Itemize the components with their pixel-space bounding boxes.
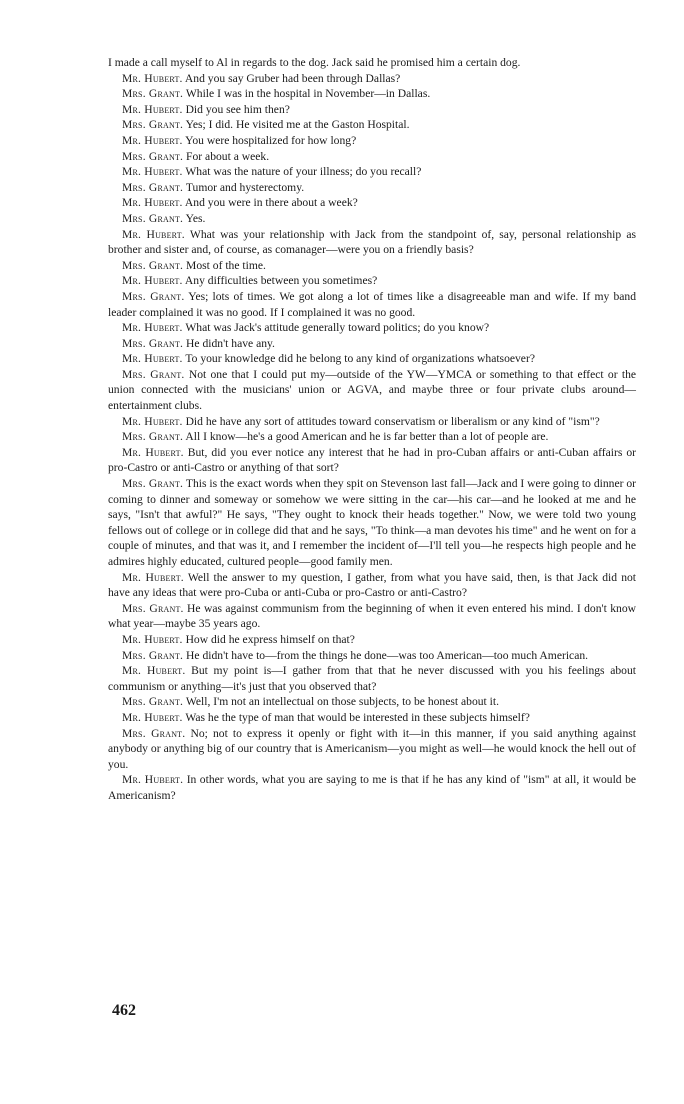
transcript-paragraph xyxy=(108,632,636,648)
speaker-label: Mrs. Grant. xyxy=(122,601,184,615)
transcript-paragraph xyxy=(108,414,636,430)
paragraph-text: And you say Gruber had been through Dallas? xyxy=(184,71,401,85)
transcript-paragraph xyxy=(108,133,636,149)
transcript-paragraph xyxy=(108,601,636,632)
speaker-label: Mr. Hubert. xyxy=(122,352,183,366)
paragraph-text: Most of the time. xyxy=(186,258,266,272)
speaker-label: Mrs. Grant. xyxy=(122,118,184,132)
transcript-paragraph xyxy=(108,367,636,414)
paragraph-text: Not one that I could put my—outside of the YW—YMCA or something to that effect or the union connected with the musicians' union or AGVA, and maybe three or four private clubs around—entertainment clubs. xyxy=(108,367,637,413)
transcript-paragraph xyxy=(108,663,636,694)
paragraph-text: This is the exact words when they spit on Stevenson last fall—Jack and I were going to dinner or coming to dinner and someway or somehow we were sitting in the car—his car—and he looked at me and he says, "Isn't that awful?" He says, "They ought to knock their heads together." Now, we were told two young fellows out of college or in college did that and he says, "To think—a man devotes his time" and he went on for a couple of minutes, and that was it, and I remember the incident of—I'll tell you—he respects high people and he admires highly educated, cultured people—good family men. xyxy=(108,477,637,568)
transcript-paragraph xyxy=(108,117,636,133)
speaker-label: Mr. Hubert. xyxy=(122,664,186,678)
speaker-label: Mr. Hubert. xyxy=(122,227,185,241)
speaker-label: Mrs. Grant. xyxy=(122,211,184,225)
transcript-paragraph xyxy=(108,211,636,227)
paragraph-text: Did you see him then? xyxy=(185,102,290,116)
transcript-paragraph xyxy=(108,71,636,87)
transcript-paragraph xyxy=(108,476,636,570)
transcript-paragraph xyxy=(108,195,636,211)
transcript-paragraph xyxy=(108,336,636,352)
paragraph-text: Yes. xyxy=(185,211,206,225)
transcript-page xyxy=(108,55,636,804)
paragraph-text: You were hospitalized for how long? xyxy=(185,133,357,147)
transcript-paragraph xyxy=(108,429,636,445)
speaker-label: Mr. Hubert. xyxy=(122,71,183,85)
transcript-paragraph xyxy=(108,227,636,258)
transcript-paragraph xyxy=(108,164,636,180)
transcript-paragraph xyxy=(108,570,636,601)
page-number: 462 xyxy=(112,1002,136,1019)
paragraph-text: In other words, what you are saying to me is that if he has any kind of "ism" at all, it would be Americanism? xyxy=(108,773,637,802)
paragraph-text: But my point is—I gather from that that he never discussed with you his feelings about communism or anything—it's just that you observed that? xyxy=(108,664,636,693)
transcript-paragraph xyxy=(108,648,636,664)
speaker-label: Mrs. Grant. xyxy=(122,726,186,740)
paragraph-text: What was Jack's attitude generally toward politics; do you know? xyxy=(185,321,490,335)
paragraph-text: And you were in there about a week? xyxy=(184,196,358,210)
transcript-paragraph xyxy=(108,445,636,476)
paragraph-text: What was your relationship with Jack from the standpoint of, say, personal relationship as brother and sister and, of course, as comanager—were you on a friendly basis? xyxy=(108,227,637,257)
paragraph-text: Was he the type of man that would be interested in these subjects himself? xyxy=(185,710,530,724)
speaker-label: Mrs. Grant. xyxy=(122,258,184,272)
speaker-label: Mr. Hubert. xyxy=(122,165,183,179)
paragraph-text: While I was in the hospital in November—in Dallas. xyxy=(185,87,431,101)
transcript-paragraph xyxy=(108,180,636,196)
paragraph-text: How did he express himself on that? xyxy=(185,632,355,646)
paragraph-text: All I know—he's a good American and he is far better than a lot of people are. xyxy=(185,430,549,444)
speaker-label: Mrs. Grant. xyxy=(122,149,184,163)
speaker-label: Mr. Hubert. xyxy=(122,102,183,116)
transcript-paragraph xyxy=(108,772,636,803)
transcript-paragraph xyxy=(108,320,636,336)
transcript-paragraph xyxy=(108,86,636,102)
paragraph-text: Well, I'm not an intellectual on those subjects, to be honest about it. xyxy=(185,695,499,709)
speaker-label: Mrs. Grant. xyxy=(122,367,185,381)
paragraph-text: To your knowledge did he belong to any kind of organizations whatsoever? xyxy=(185,352,535,366)
paragraph-text: He didn't have any. xyxy=(186,336,275,350)
transcript-paragraph xyxy=(108,710,636,726)
speaker-label: Mrs. Grant. xyxy=(122,289,185,303)
transcript-paragraph xyxy=(108,149,636,165)
speaker-label: Mr. Hubert. xyxy=(122,710,183,724)
transcript-paragraph xyxy=(108,289,636,320)
speaker-label: Mr. Hubert. xyxy=(122,445,184,459)
speaker-label: Mr. Hubert. xyxy=(122,773,184,787)
speaker-label: Mr. Hubert. xyxy=(122,632,183,646)
transcript-paragraph xyxy=(108,55,636,71)
speaker-label: Mrs. Grant. xyxy=(122,336,184,350)
paragraph-text: Yes; lots of times. We got along a lot of times like a disagreeable man and wife. If my band leader complained it was no good. If I complained it was no good. xyxy=(108,289,637,319)
speaker-label: Mr. Hubert. xyxy=(122,414,183,428)
paragraph-text: Any difficulties between you sometimes? xyxy=(184,274,378,288)
paragraph-text: He was against communism from the beginning of when it even entered his mind. I don't know what year—maybe 35 years ago. xyxy=(108,601,636,631)
transcript-paragraph xyxy=(108,726,636,773)
transcript-paragraph xyxy=(108,694,636,710)
paragraph-text: No; not to express it openly or fight with it—in this manner, if you said anything against anybody or anything big of our country that is Americanism—you might as well—he would knock the hell out of you. xyxy=(108,726,636,771)
speaker-label: Mr. Hubert. xyxy=(122,133,183,147)
paragraph-text: But, did you ever notice any interest that he had in pro-Cuban affairs or anti-Cuban affairs or pro-Castro or anti-Castro or anything of that sort? xyxy=(108,445,637,475)
paragraph-text: Did he have any sort of attitudes toward conservatism or liberalism or any kind of "ism"? xyxy=(185,414,600,428)
paragraph-text: Tumor and hysterectomy. xyxy=(185,180,305,194)
speaker-label: Mrs. Grant. xyxy=(122,87,184,101)
paragraph-text: I made a call myself to Al in regards to the dog. Jack said he promised him a certain dog. xyxy=(108,56,521,69)
paragraph-text: What was the nature of your illness; do you recall? xyxy=(185,165,422,179)
paragraph-text: He didn't have to—from the things he done—was too American—too much American. xyxy=(186,648,589,662)
speaker-label: Mrs. Grant. xyxy=(122,180,184,194)
paragraph-text: Yes; I did. He visited me at the Gaston Hospital. xyxy=(185,118,410,132)
transcript-paragraph xyxy=(108,351,636,367)
paragraph-text: Well the answer to my question, I gather, from what you have said, then, is that Jack did not have any ideas that were pro-Cuba or anti-Cuba or pro-Castro or anti-Castro? xyxy=(108,570,637,600)
speaker-label: Mrs. Grant. xyxy=(122,477,184,491)
speaker-label: Mrs. Grant. xyxy=(122,695,184,709)
speaker-label: Mr. Hubert. xyxy=(122,321,183,335)
transcript-paragraph xyxy=(108,258,636,274)
speaker-label: Mr. Hubert. xyxy=(122,274,183,288)
transcript-paragraph xyxy=(108,273,636,289)
speaker-label: Mrs. Grant. xyxy=(122,430,184,444)
transcript-paragraph xyxy=(108,102,636,118)
speaker-label: Mr. Hubert. xyxy=(122,196,183,210)
paragraph-text: For about a week. xyxy=(186,149,270,163)
speaker-label: Mrs. Grant. xyxy=(122,648,184,662)
speaker-label: Mr. Hubert. xyxy=(122,570,184,584)
